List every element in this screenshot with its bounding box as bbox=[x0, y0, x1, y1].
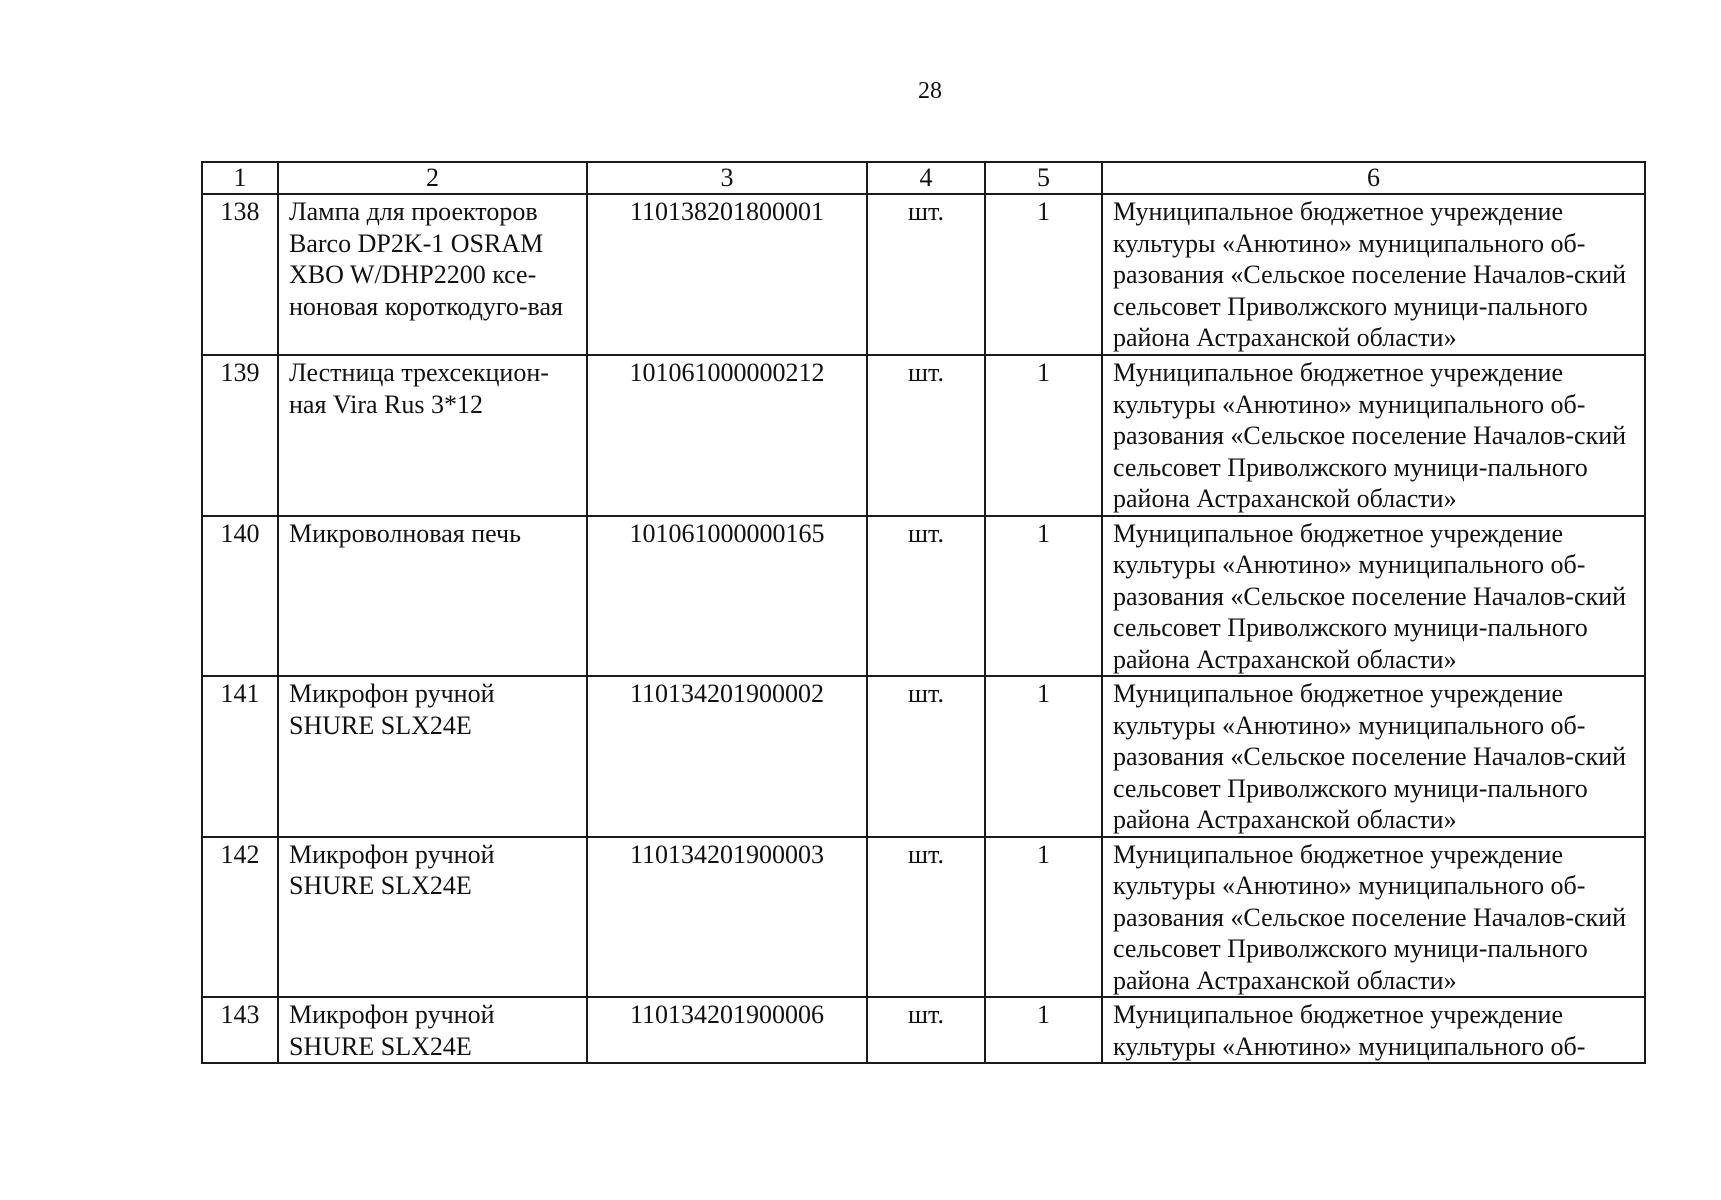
item-name: Микроволновая печь bbox=[278, 516, 587, 677]
holder-organization: Муниципальное бюджетное учреждение культуры «Анютино» муниципального об-разования «Сельское поселение Началов-ский сельсовет Приволжского муници-пального района Астраханской области» bbox=[1102, 837, 1645, 998]
quantity: 1 bbox=[985, 837, 1102, 998]
unit: шт. bbox=[867, 997, 985, 1063]
table-row bbox=[202, 355, 1645, 516]
quantity: 1 bbox=[985, 676, 1102, 837]
quantity: 1 bbox=[985, 355, 1102, 516]
table-row bbox=[202, 837, 1645, 998]
table-row bbox=[202, 516, 1645, 677]
inventory-code: 101061000000212 bbox=[587, 355, 867, 516]
column-header: 3 bbox=[587, 162, 867, 194]
item-name: Лампа для проекторов Barco DP2K-1 OSRAM XBO W/DHP2200 ксе-ноновая короткодуго-вая bbox=[278, 194, 587, 355]
column-header: 1 bbox=[202, 162, 278, 194]
holder-organization: Муниципальное бюджетное учреждение культуры «Анютино» муниципального об-разования «Сельское поселение Началов-ский сельсовет Приволжского муници-пального района Астраханской области» bbox=[1102, 194, 1645, 355]
item-name: Микрофон ручной SHURE SLX24E bbox=[278, 676, 587, 837]
table-row bbox=[202, 997, 1645, 1063]
item-name: Микрофон ручной SHURE SLX24E bbox=[278, 997, 587, 1063]
row-number: 142 bbox=[202, 837, 278, 998]
inventory-code: 101061000000165 bbox=[587, 516, 867, 677]
table-row bbox=[202, 676, 1645, 837]
quantity: 1 bbox=[985, 194, 1102, 355]
unit: шт. bbox=[867, 194, 985, 355]
unit: шт. bbox=[867, 355, 985, 516]
column-header: 5 bbox=[985, 162, 1102, 194]
item-name: Микрофон ручной SHURE SLX24E bbox=[278, 837, 587, 998]
column-header: 2 bbox=[278, 162, 587, 194]
inventory-code: 110134201900006 bbox=[587, 997, 867, 1063]
unit: шт. bbox=[867, 676, 985, 837]
inventory-code: 110134201900002 bbox=[587, 676, 867, 837]
column-header: 6 bbox=[1102, 162, 1645, 194]
row-number: 141 bbox=[202, 676, 278, 837]
inventory-code: 110134201900003 bbox=[587, 837, 867, 998]
holder-organization: Муниципальное бюджетное учреждение культуры «Анютино» муниципального об-разования «Сельское поселение Началов-ский сельсовет Приволжского муници-пального района Астраханской области» bbox=[1102, 516, 1645, 677]
quantity: 1 bbox=[985, 516, 1102, 677]
row-number: 139 bbox=[202, 355, 278, 516]
unit: шт. bbox=[867, 837, 985, 998]
quantity: 1 bbox=[985, 997, 1102, 1063]
page-number: 28 bbox=[918, 78, 942, 104]
row-number: 138 bbox=[202, 194, 278, 355]
table-row bbox=[202, 194, 1645, 355]
column-header: 4 bbox=[867, 162, 985, 194]
unit: шт. bbox=[867, 516, 985, 677]
holder-organization: Муниципальное бюджетное учреждение культуры «Анютино» муниципального об-разования «Сельское поселение Началов-ский сельсовет Приволжского муници-пального района Астраханской области» bbox=[1102, 676, 1645, 837]
inventory-code: 110138201800001 bbox=[587, 194, 867, 355]
property-register-table bbox=[201, 161, 1646, 1064]
holder-organization: Муниципальное бюджетное учреждение культуры «Анютино» муниципального об- bbox=[1102, 997, 1645, 1063]
item-name: Лестница трехсекцион-ная Vira Rus 3*12 bbox=[278, 355, 587, 516]
row-number: 143 bbox=[202, 997, 278, 1063]
column-number-row bbox=[202, 162, 1645, 194]
holder-organization: Муниципальное бюджетное учреждение культуры «Анютино» муниципального об-разования «Сельское поселение Началов-ский сельсовет Приволжского муници-пального района Астраханской области» bbox=[1102, 355, 1645, 516]
row-number: 140 bbox=[202, 516, 278, 677]
